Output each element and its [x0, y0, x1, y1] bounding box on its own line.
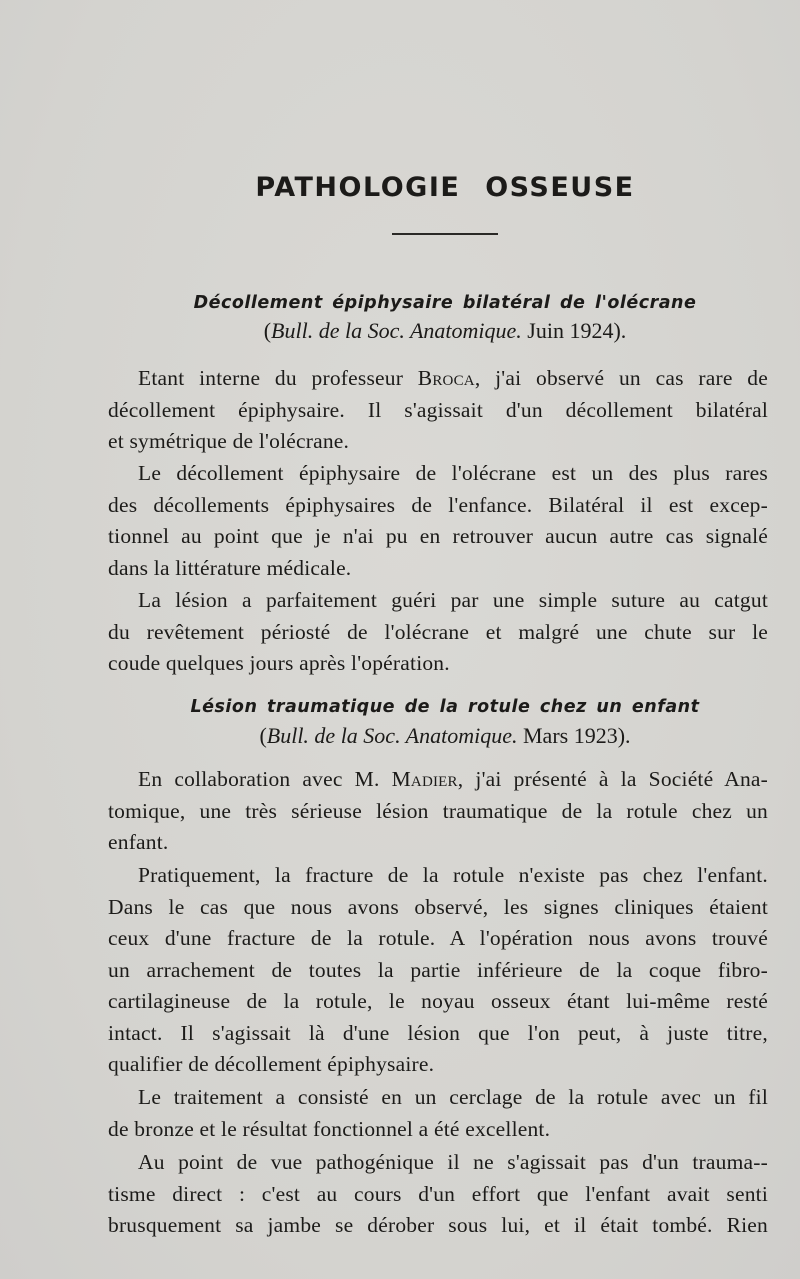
text-line: tomique, une très sérieuse lésion traumatique de la rotule chez un [108, 798, 768, 823]
reference-journal: Bull. de la Soc. Anatomique. [271, 318, 522, 343]
text-line: et symétrique de l'olécrane. [108, 429, 350, 453]
author-name: Madier [391, 767, 458, 791]
text-line: intact. Il s'agissait là d'une lésion que l'on peut, à juste titre, [108, 1020, 768, 1045]
reference-journal: Bull. de la Soc. Anatomique. [266, 723, 518, 748]
author-name: Broca [417, 366, 475, 390]
paragraph [108, 585, 768, 680]
text-line: ceux d'une fracture de la rotule. A l'opération nous avons trouvé [108, 926, 768, 950]
title-divider [392, 233, 498, 235]
paragraph [108, 1147, 768, 1242]
chapter-title: PATHOLOGIE OSSEUSE [255, 172, 635, 203]
text-line: tionnel au point que je n'ai pu en retrouver aucun autre cas signalé [108, 524, 768, 548]
text-line: un arrachement de toutes la partie inférieure de la coque fibro- [108, 957, 768, 982]
reference-date: Juin 1924). [521, 318, 627, 343]
section-heading-olecrane: Décollement épiphysaire bilatéral de l'olécrane [193, 293, 697, 313]
reference-open: ( [259, 723, 267, 748]
text-line: brusquement sa jambe se dérober sous lui, et il était tombé. Rien [108, 1213, 768, 1237]
text-line: des décollements épiphysaires de l'enfance. Bilatéral il est excep- [108, 492, 768, 517]
paragraph [108, 860, 768, 1081]
text-line: du revêtement périosté de l'olécrane et malgré une chute sur le [108, 619, 768, 644]
text-line: tisme direct : c'est au cours d'un effort que l'enfant avait senti [108, 1181, 768, 1206]
text-line: coude quelques jours après l'opération. [108, 651, 450, 675]
reference-open: ( [263, 318, 272, 343]
section-heading-rotule: Lésion traumatique de la rotule chez un enfant [190, 697, 700, 717]
text-line: Le traitement a consisté en un cerclage de la rotule avec un fil [138, 1085, 768, 1109]
text-line: enfant. [108, 830, 169, 854]
text-line: Au point de vue pathogénique il ne s'agissait pas d'un trauma-- [138, 1150, 768, 1174]
text-line: dans la littérature médicale. [108, 555, 352, 580]
text-line: Le décollement épiphysaire de l'olécrane est un des plus rares [138, 461, 768, 485]
text-line: En collaboration avec M. Madier, j'ai présenté à la Société Ana- [138, 767, 768, 791]
section-reference-rotule [100, 723, 790, 749]
paragraph [108, 1082, 768, 1145]
text-line: La lésion a parfaitement guéri par une simple suture au catgut [138, 588, 768, 612]
text-line: cartilagineuse de la rotule, le noyau osseux étant lui-même resté [108, 989, 768, 1013]
text-line: Dans le cas que nous avons observé, les signes cliniques étaient [108, 894, 768, 919]
text-line: de bronze et le résultat fonctionnel a été excellent. [108, 1116, 551, 1141]
text-line: Etant interne du professeur Broca, j'ai observé un cas rare de [138, 366, 768, 390]
text-line: qualifier de décollement épiphysaire. [108, 1052, 435, 1076]
paragraph [108, 458, 768, 584]
section-reference-olecrane [100, 318, 790, 344]
paragraph [108, 764, 768, 859]
paragraph [108, 363, 768, 458]
text-line: Pratiquement, la fracture de la rotule n'existe pas chez l'enfant. [138, 863, 768, 887]
reference-date: Mars 1923). [517, 723, 631, 748]
text-line: décollement épiphysaire. Il s'agissait d'un décollement bilatéral [108, 397, 768, 422]
